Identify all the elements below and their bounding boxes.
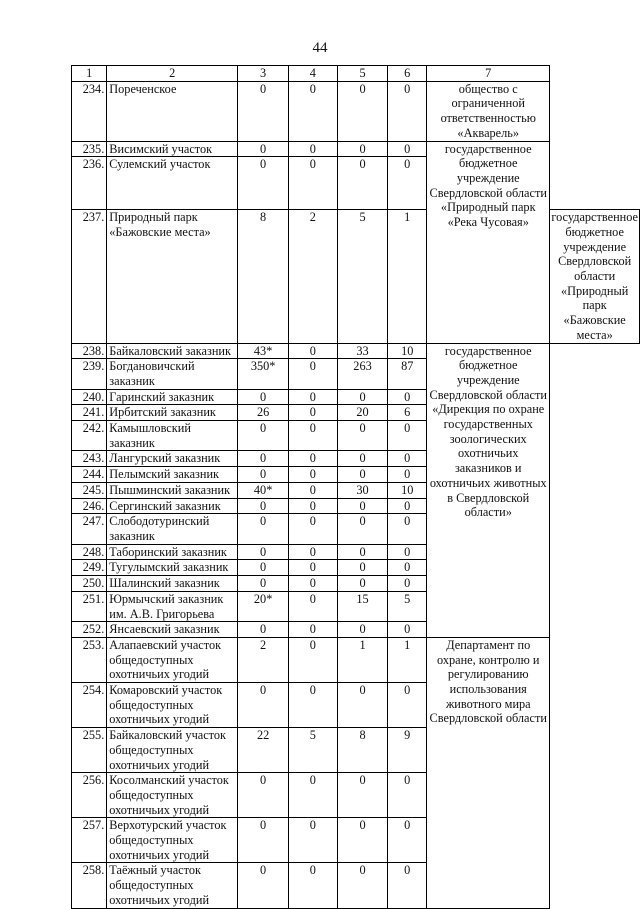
table-row (72, 591, 640, 621)
header-row (72, 66, 640, 82)
value-cell: 0 (337, 498, 388, 514)
value-cell: 0 (289, 773, 338, 818)
value-cell: 0 (289, 343, 338, 359)
table-row (72, 622, 640, 638)
row-number: 234. (72, 81, 107, 141)
area-name: Природный парк «Бажовские места» (107, 210, 238, 343)
row-number: 245. (72, 482, 107, 498)
table-row (72, 467, 640, 483)
table-row (72, 343, 640, 359)
value-cell: 5 (388, 591, 427, 621)
value-cell: 15 (337, 591, 388, 621)
area-name: Байкаловский заказник (107, 343, 238, 359)
value-cell: 0 (238, 498, 289, 514)
value-cell: 0 (337, 773, 388, 818)
value-cell: 1 (388, 210, 427, 343)
row-number: 252. (72, 622, 107, 638)
value-cell: 8 (337, 728, 388, 773)
value-cell: 0 (337, 467, 388, 483)
table-row (72, 210, 640, 343)
value-cell: 0 (289, 467, 338, 483)
value-cell: 5 (289, 728, 338, 773)
value-cell: 22 (238, 728, 289, 773)
value-cell: 9 (388, 728, 427, 773)
area-name: Тугулымский заказник (107, 560, 238, 576)
value-cell: 0 (289, 421, 338, 451)
header-cell: 6 (388, 66, 427, 82)
value-cell: 0 (289, 622, 338, 638)
row-number: 236. (72, 157, 107, 210)
value-cell: 26 (238, 405, 289, 421)
row-number: 257. (72, 818, 107, 863)
row-number: 250. (72, 576, 107, 592)
row-number: 238. (72, 343, 107, 359)
value-cell: 0 (238, 467, 289, 483)
value-cell: 0 (337, 683, 388, 728)
table-row (72, 863, 640, 908)
value-cell: 87 (388, 359, 427, 389)
value-cell: 0 (388, 818, 427, 863)
value-cell: 0 (337, 863, 388, 908)
organization-cell: государственное бюджетное учреждение Свердловской области «Дирекция по охране государственных зоологических охотничьих заказников и охотничьих животных в Свердловской области» (427, 343, 550, 637)
row-number: 239. (72, 359, 107, 389)
value-cell: 0 (289, 157, 338, 210)
value-cell: 0 (238, 141, 289, 157)
value-cell: 0 (388, 683, 427, 728)
table-row (72, 141, 640, 157)
row-number: 256. (72, 773, 107, 818)
organization-cell: государственное бюджетное учреждение Свердловской области «Природный парк «Бажовские места» (551, 210, 638, 342)
area-name: Богдановичский заказник (107, 359, 238, 389)
value-cell: 0 (289, 482, 338, 498)
row-number: 247. (72, 514, 107, 544)
value-cell: 10 (388, 482, 427, 498)
value-cell: 0 (289, 544, 338, 560)
organization-cell: общество с ограниченной ответственностью «Акварель» (427, 81, 550, 141)
value-cell: 10 (388, 343, 427, 359)
row-number: 241. (72, 405, 107, 421)
row-number: 258. (72, 863, 107, 908)
area-name: Сергинский заказник (107, 498, 238, 514)
area-name: Янсаевский заказник (107, 622, 238, 638)
area-name: Комаровский участок общедоступных охотничьих угодий (107, 683, 238, 728)
area-name: Таёжный участок общедоступных охотничьих угодий (107, 863, 238, 908)
value-cell: 0 (337, 81, 388, 141)
value-cell: 0 (388, 773, 427, 818)
table-row (72, 728, 640, 773)
value-cell: 0 (337, 421, 388, 451)
value-cell: 0 (238, 576, 289, 592)
value-cell: 0 (337, 141, 388, 157)
row-number: 246. (72, 498, 107, 514)
table-row (72, 683, 640, 728)
header-cell: 2 (107, 66, 238, 82)
value-cell: 0 (289, 389, 338, 405)
area-name: Висимский участок (107, 141, 238, 157)
value-cell: 0 (238, 514, 289, 544)
value-cell: 0 (289, 591, 338, 621)
value-cell: 40* (238, 482, 289, 498)
header-cell: 3 (238, 66, 289, 82)
row-number: 243. (72, 451, 107, 467)
value-cell: 0 (388, 467, 427, 483)
value-cell: 0 (238, 622, 289, 638)
value-cell: 0 (238, 818, 289, 863)
value-cell: 0 (388, 863, 427, 908)
value-cell: 0 (337, 544, 388, 560)
row-number: 235. (72, 141, 107, 157)
value-cell: 0 (238, 773, 289, 818)
table-row (72, 405, 640, 421)
value-cell: 0 (238, 81, 289, 141)
area-name: Пышминский заказник (107, 482, 238, 498)
value-cell: 0 (238, 157, 289, 210)
area-name: Юрмычский заказник им. А.В. Григорьева (107, 591, 238, 621)
value-cell: 8 (238, 210, 289, 343)
area-name: Гаринский заказник (107, 389, 238, 405)
value-cell: 0 (388, 498, 427, 514)
value-cell: 43* (238, 343, 289, 359)
value-cell: 20* (238, 591, 289, 621)
area-name: Слободотуринский заказник (107, 514, 238, 544)
value-cell: 0 (289, 81, 338, 141)
table-row (72, 389, 640, 405)
value-cell: 0 (337, 514, 388, 544)
value-cell: 0 (289, 576, 338, 592)
area-name: Ирбитский заказник (107, 405, 238, 421)
row-number: 249. (72, 560, 107, 576)
value-cell: 0 (238, 683, 289, 728)
value-cell: 0 (238, 863, 289, 908)
row-number: 242. (72, 421, 107, 451)
table-row (72, 498, 640, 514)
header-cell: 5 (337, 66, 388, 82)
value-cell: 0 (289, 405, 338, 421)
value-cell: 0 (388, 81, 427, 141)
table-row (72, 544, 640, 560)
row-number: 251. (72, 591, 107, 621)
value-cell: 2 (238, 637, 289, 682)
value-cell: 0 (337, 389, 388, 405)
row-number: 254. (72, 683, 107, 728)
value-cell: 0 (289, 683, 338, 728)
data-table (71, 65, 640, 909)
value-cell: 0 (238, 560, 289, 576)
table-row (72, 421, 640, 451)
value-cell: 350* (238, 359, 289, 389)
value-cell: 0 (289, 141, 338, 157)
value-cell: 0 (289, 359, 338, 389)
value-cell: 0 (238, 421, 289, 451)
value-cell: 0 (388, 141, 427, 157)
value-cell: 0 (388, 451, 427, 467)
value-cell: 6 (388, 405, 427, 421)
row-number: 237. (72, 210, 107, 343)
area-name: Лангурский заказник (107, 451, 238, 467)
value-cell: 0 (337, 157, 388, 210)
table-row (72, 576, 640, 592)
value-cell: 0 (289, 514, 338, 544)
header-cell: 1 (72, 66, 107, 82)
value-cell: 0 (238, 544, 289, 560)
value-cell: 0 (337, 451, 388, 467)
value-cell: 0 (388, 622, 427, 638)
value-cell: 33 (337, 343, 388, 359)
value-cell: 1 (337, 637, 388, 682)
area-name: Камышловский заказник (107, 421, 238, 451)
area-name: Сулемский участок (107, 157, 238, 210)
value-cell: 263 (337, 359, 388, 389)
row-number: 253. (72, 637, 107, 682)
value-cell: 0 (238, 389, 289, 405)
value-cell: 0 (289, 863, 338, 908)
value-cell: 20 (337, 405, 388, 421)
area-name: Байкаловский участок общедоступных охотничьих угодий (107, 728, 238, 773)
value-cell: 0 (289, 560, 338, 576)
table-row (72, 514, 640, 544)
value-cell: 0 (289, 451, 338, 467)
header-cell: 4 (289, 66, 338, 82)
value-cell: 30 (337, 482, 388, 498)
value-cell: 0 (289, 818, 338, 863)
area-name: Пореченское (107, 81, 238, 141)
value-cell: 0 (388, 421, 427, 451)
table-row (72, 157, 640, 210)
value-cell: 0 (289, 637, 338, 682)
organization-cell: Департамент по охране, контролю и регулированию использования животного мира Свердловской области (427, 637, 550, 908)
table-row (72, 482, 640, 498)
value-cell: 0 (388, 514, 427, 544)
table-row (72, 359, 640, 389)
value-cell: 5 (337, 210, 388, 343)
area-name: Алапаевский участок общедоступных охотничьих угодий (107, 637, 238, 682)
value-cell: 0 (388, 157, 427, 210)
area-name: Косолманский участок общедоступных охотничьих угодий (107, 773, 238, 818)
value-cell: 0 (238, 451, 289, 467)
value-cell: 0 (337, 560, 388, 576)
area-name: Шалинский заказник (107, 576, 238, 592)
value-cell: 0 (337, 818, 388, 863)
row-number: 240. (72, 389, 107, 405)
value-cell: 0 (388, 560, 427, 576)
table-row (72, 81, 640, 141)
value-cell: 0 (289, 498, 338, 514)
area-name: Пелымский заказник (107, 467, 238, 483)
header-cell: 7 (427, 66, 550, 82)
value-cell: 2 (289, 210, 338, 343)
value-cell: 0 (388, 544, 427, 560)
value-cell: 0 (337, 576, 388, 592)
value-cell: 1 (388, 637, 427, 682)
row-number: 248. (72, 544, 107, 560)
table-row (72, 773, 640, 818)
area-name: Верхотурский участок общедоступных охотничьих угодий (107, 818, 238, 863)
table-row (72, 818, 640, 863)
row-number: 255. (72, 728, 107, 773)
value-cell: 0 (388, 576, 427, 592)
value-cell: 0 (337, 622, 388, 638)
value-cell: 0 (388, 389, 427, 405)
table-row (72, 637, 640, 682)
area-name: Таборинский заказник (107, 544, 238, 560)
table-row (72, 560, 640, 576)
page-number: 44 (312, 40, 328, 56)
row-number: 244. (72, 467, 107, 483)
organization-cell: государственное бюджетное учреждение Свердловской области «Природный парк «Река Чусовая» (427, 141, 550, 343)
table-row (72, 451, 640, 467)
